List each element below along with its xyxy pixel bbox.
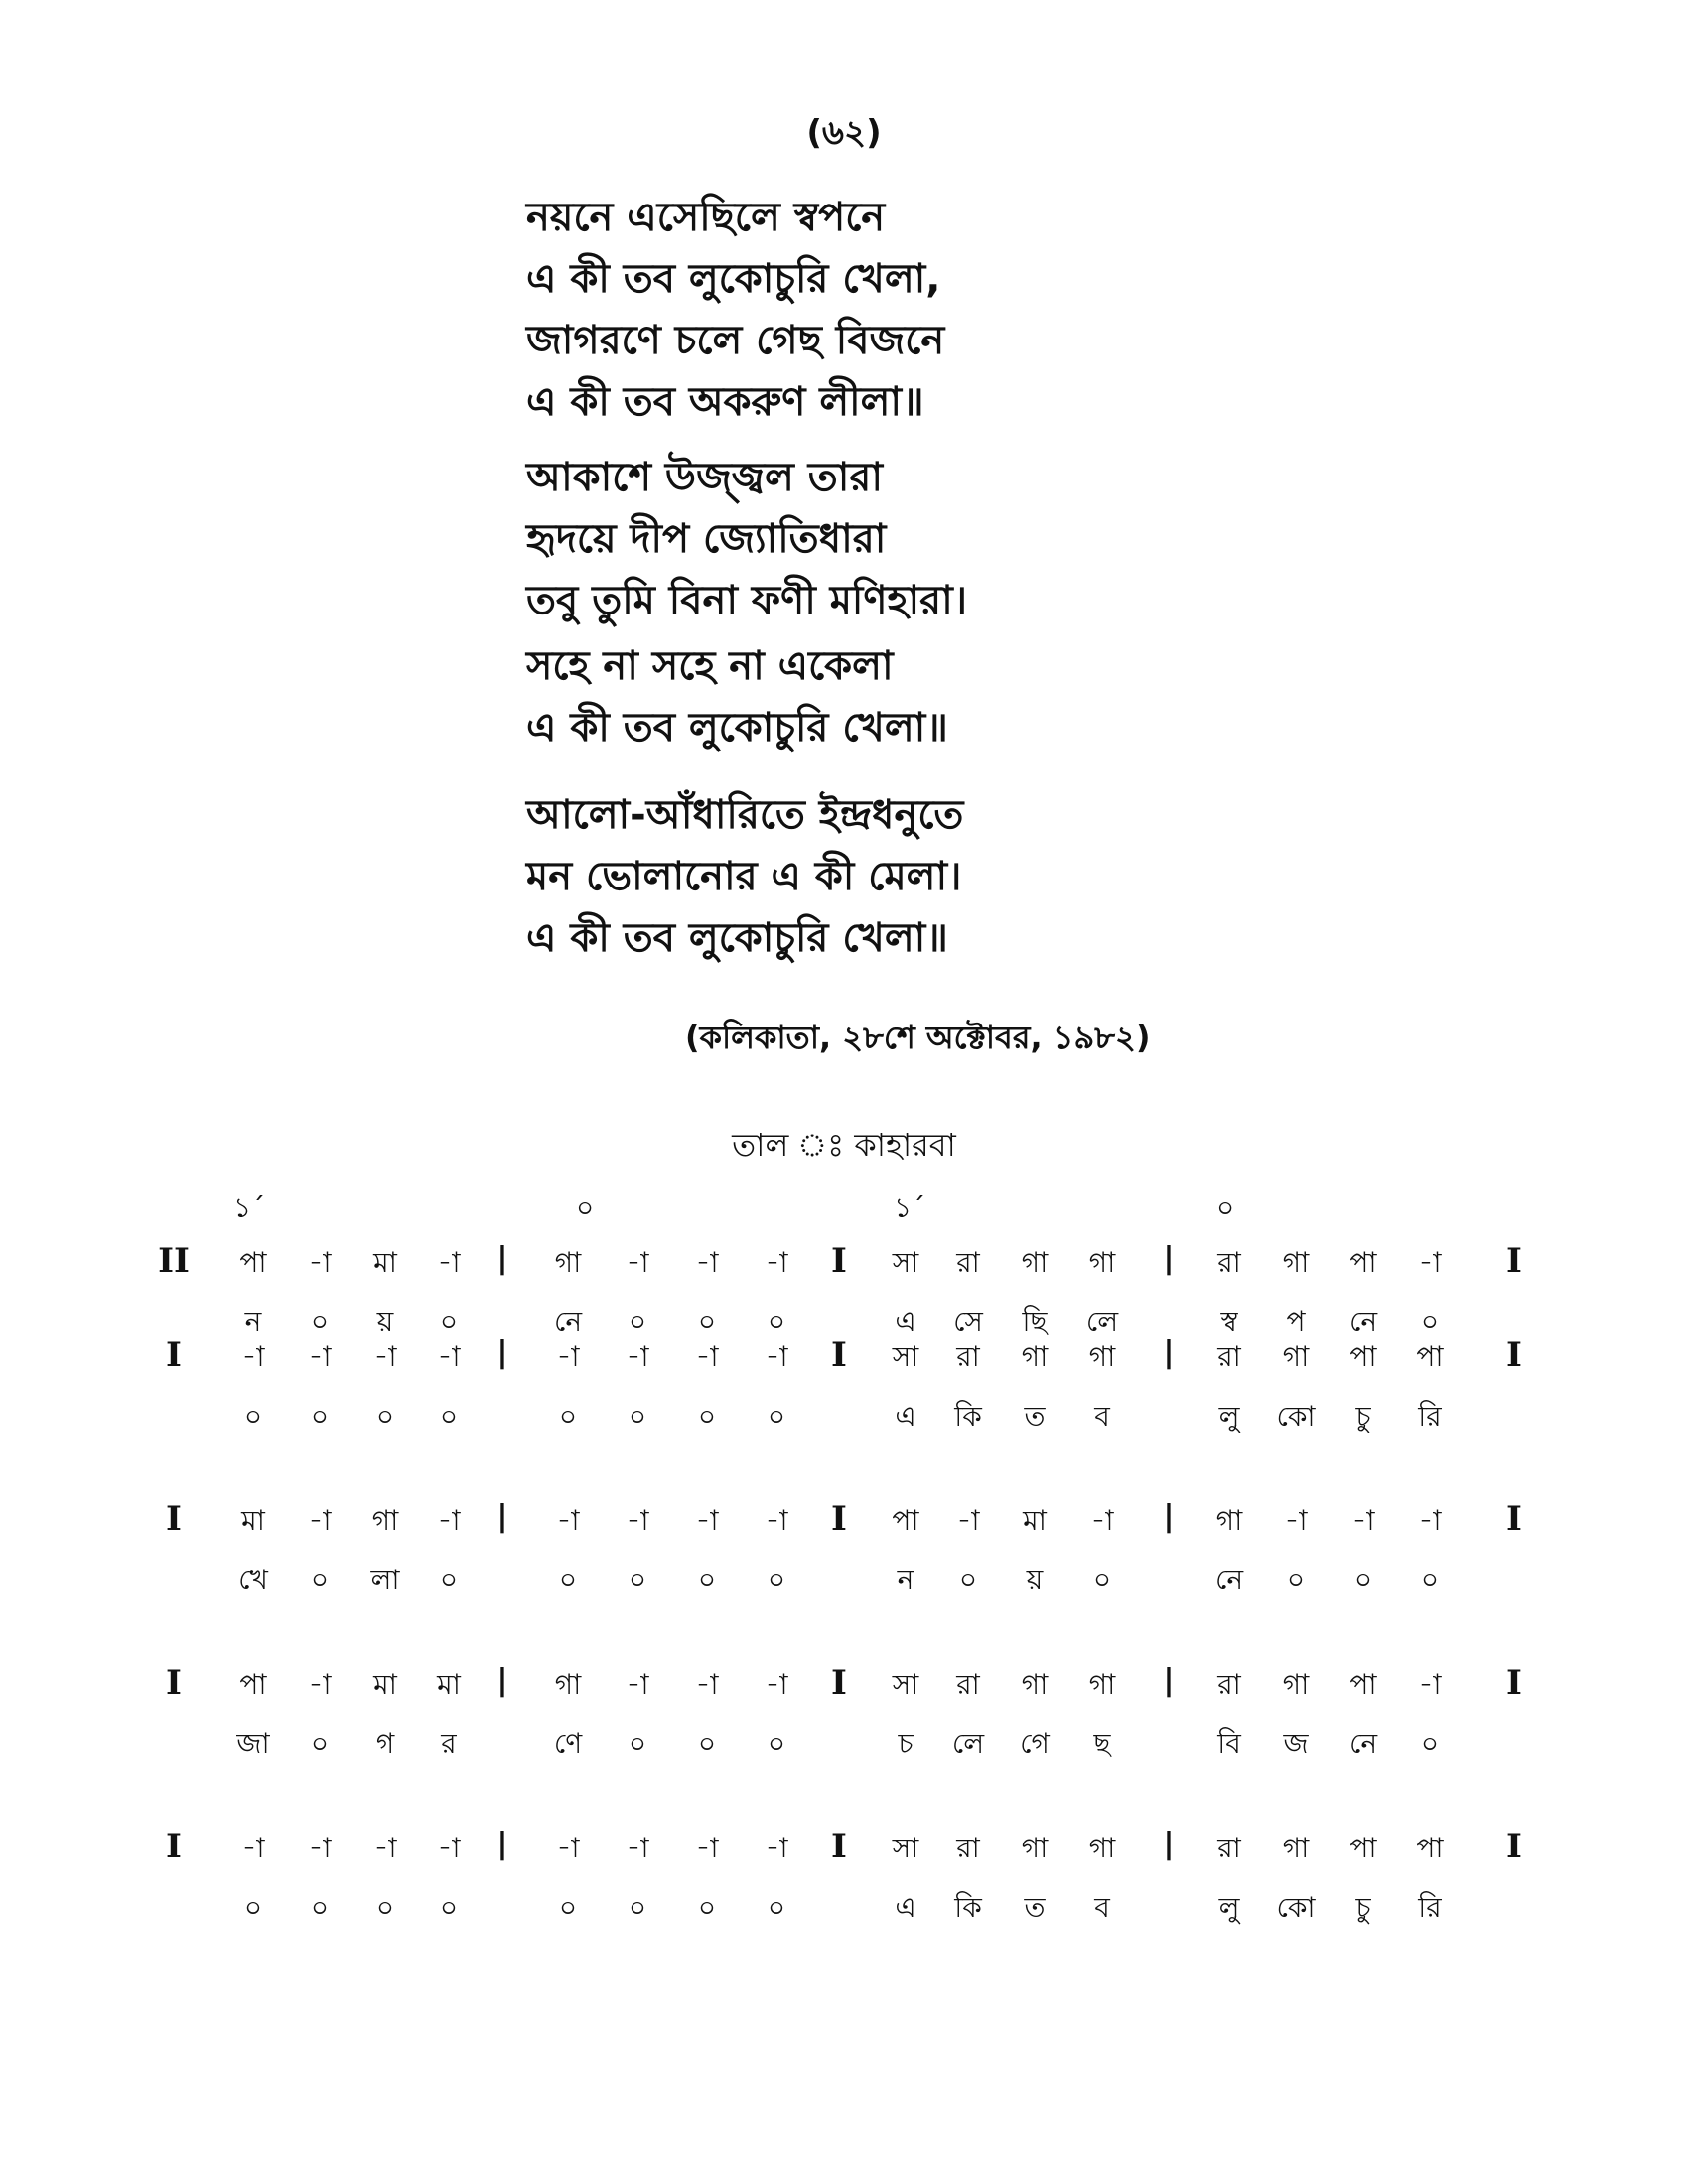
swara-row [0, 1325, 1688, 1385]
swara-note: গা [554, 1668, 582, 1701]
bar-line: | [1163, 1499, 1175, 1534]
lyric-syllable: ০ [697, 1400, 717, 1433]
lyric-syllable: লু [1218, 1891, 1240, 1924]
beat-marks [0, 1186, 1688, 1226]
swara-note: গা [1021, 1832, 1049, 1864]
swara-note: পা [1349, 1832, 1377, 1864]
lyric-syllable: য় [376, 1305, 394, 1338]
lyric-syllable: জ [1283, 1727, 1309, 1760]
lyric-syllable: রি [1418, 1400, 1442, 1433]
swara-note: রা [956, 1246, 980, 1279]
lyric-syllable: ০ [1420, 1564, 1440, 1596]
lyric-syllable-row [0, 1549, 1688, 1608]
lyric-syllable: ০ [628, 1727, 647, 1760]
swara-note: -া [626, 1504, 649, 1537]
lyric-line: এ কী তব অকরুণ লীলা॥ [526, 379, 924, 425]
lyric-syllable: ছি [1022, 1305, 1048, 1338]
swara-note: রা [956, 1668, 980, 1701]
lyric-syllable: ০ [310, 1564, 330, 1596]
lyric-syllable: প [1286, 1305, 1306, 1338]
lyric-syllable: ত [1024, 1891, 1046, 1924]
stanza-4 [526, 784, 963, 969]
swara-note: পা [1416, 1832, 1444, 1864]
lyric-syllable: ০ [439, 1400, 459, 1433]
lyric-syllable: এ [895, 1305, 916, 1338]
swara-note: -া [765, 1504, 788, 1537]
bar-line: I [831, 1663, 847, 1703]
swara-note: -া [373, 1340, 397, 1373]
swara-note: পা [1349, 1668, 1377, 1701]
lyric-line: তবু তুমি বিনা ফণী মণিহারা। [526, 578, 968, 623]
swara-note: গা [1021, 1340, 1049, 1373]
lyric-syllable: ন [244, 1305, 262, 1338]
lyric-syllable: স্ব [1220, 1305, 1238, 1338]
swara-note: রা [1217, 1668, 1241, 1701]
swara-note: -া [437, 1246, 461, 1279]
lyric-syllable: ০ [243, 1400, 263, 1433]
bar-line: | [496, 1499, 508, 1534]
lyric-syllable: ০ [767, 1400, 786, 1433]
lyric-syllable: কো [1276, 1891, 1316, 1924]
lyric-syllable: ০ [1420, 1727, 1440, 1760]
swara-note: -া [765, 1668, 788, 1701]
bar-line: I [831, 1241, 847, 1281]
bar-line: I [831, 1827, 847, 1866]
lyric-syllable: ০ [439, 1305, 459, 1338]
lyric-syllable: ০ [310, 1305, 330, 1338]
swara-note: রা [956, 1340, 980, 1373]
swara-note: গা [371, 1504, 399, 1537]
lyric-line: এ কী তব লুকোচুরি খেলা, [526, 256, 941, 302]
lyric-syllable: লা [370, 1564, 400, 1596]
swara-note: গা [1088, 1246, 1116, 1279]
swara-note: -া [695, 1246, 719, 1279]
lyric-syllable: লে [951, 1727, 985, 1760]
bar-line: I [1506, 1335, 1522, 1375]
lyric-line: এ কী তব লুকোচুরি খেলা॥ [526, 705, 948, 751]
bar-line: I [166, 1499, 182, 1539]
bar-line: IІ [158, 1241, 190, 1281]
swara-note: -া [626, 1340, 649, 1373]
swara-note: -া [695, 1668, 719, 1701]
swara-note: গা [1021, 1246, 1049, 1279]
bar-line: | [496, 1663, 508, 1698]
swara-note: মা [373, 1246, 397, 1279]
lyric-syllable: ০ [767, 1305, 786, 1338]
lyric-syllable: ত [1024, 1400, 1046, 1433]
swara-note: মা [1023, 1504, 1047, 1537]
lyric-syllable: ০ [958, 1564, 978, 1596]
lyric-syllable: ব [1094, 1400, 1110, 1433]
lyric-syllable: চু [1355, 1891, 1371, 1924]
swara-note: -া [308, 1246, 332, 1279]
swara-note: -া [956, 1504, 980, 1537]
bar-line: I [1506, 1241, 1522, 1281]
swara-note: মা [241, 1504, 265, 1537]
swara-note: -া [437, 1340, 461, 1373]
swara-note: -া [626, 1832, 649, 1864]
swara-note: -া [1284, 1504, 1308, 1537]
swara-note: রা [1217, 1246, 1241, 1279]
swara-note: -া [373, 1832, 397, 1864]
lyric-syllable: রি [1418, 1891, 1442, 1924]
lyric-syllable: ০ [439, 1891, 459, 1924]
swara-note: গা [1215, 1504, 1243, 1537]
bar-line: I [166, 1827, 182, 1866]
notation-block [0, 1653, 1688, 1772]
lyric-syllable: ০ [697, 1891, 717, 1924]
swara-note: -া [695, 1340, 719, 1373]
lyric-syllable: ০ [310, 1400, 330, 1433]
lyric-syllable: ০ [1353, 1564, 1373, 1596]
swara-note: -া [241, 1340, 265, 1373]
swara-note: -া [765, 1246, 788, 1279]
lyric-line: জাগরণে চলে গেছ বিজনে [526, 318, 945, 363]
lyric-syllable-row [0, 1712, 1688, 1772]
notation-table [0, 1231, 1688, 1936]
bar-line: I [1506, 1827, 1522, 1866]
swara-note: -া [556, 1504, 580, 1537]
lyric-syllable: র [441, 1727, 457, 1760]
lyric-syllable: ০ [310, 1891, 330, 1924]
notation-block [0, 1817, 1688, 1936]
lyric-syllable: গ [375, 1727, 395, 1760]
lyric-line: আকাশে উজ্জ্বল তারা [526, 455, 883, 500]
swara-note: গা [1088, 1668, 1116, 1701]
lyric-syllable: ০ [767, 1727, 786, 1760]
swara-note: সা [892, 1832, 919, 1864]
lyric-syllable: ণে [553, 1727, 583, 1760]
swara-row [0, 1817, 1688, 1876]
swara-note: রা [1217, 1832, 1241, 1864]
lyric-syllable: লে [1085, 1305, 1119, 1338]
lyric-syllable: ০ [375, 1400, 395, 1433]
bar-line: | [496, 1827, 508, 1861]
lyric-syllable: ০ [310, 1727, 330, 1760]
swara-note: গা [1282, 1668, 1310, 1701]
lyric-syllable: ০ [767, 1891, 786, 1924]
bar-line: | [1163, 1827, 1175, 1861]
lyric-syllable: কো [1276, 1400, 1316, 1433]
lyric-syllable: ০ [558, 1400, 578, 1433]
swara-note: -া [308, 1832, 332, 1864]
swara-note: -া [695, 1832, 719, 1864]
swara-note: -া [308, 1668, 332, 1701]
lyric-syllable-row [0, 1876, 1688, 1936]
lyric-syllable: এ [895, 1891, 916, 1924]
lyric-syllable: ০ [767, 1564, 786, 1596]
stanza-2 [526, 447, 967, 631]
swara-note: -া [626, 1246, 649, 1279]
lyric-syllable: নে [1348, 1305, 1378, 1338]
page-number: (৬২) [806, 113, 882, 153]
lyric-syllable: ০ [558, 1891, 578, 1924]
swara-note: -া [308, 1340, 332, 1373]
lyric-syllable: ০ [243, 1891, 263, 1924]
beat-mark: ১´ [894, 1191, 926, 1224]
lyric-syllable: কি [954, 1400, 982, 1433]
swara-note: সা [892, 1340, 919, 1373]
lyric-syllable: ০ [697, 1564, 717, 1596]
stanza-1 [526, 187, 944, 433]
swara-note: -া [241, 1832, 265, 1864]
bar-line: | [1163, 1663, 1175, 1698]
swara-note: -া [556, 1832, 580, 1864]
lyric-syllable: ০ [628, 1891, 647, 1924]
lyric-line: এ কী তব লুকোচুরি খেলা॥ [526, 915, 948, 961]
lyric-syllable: ০ [375, 1891, 395, 1924]
lyric-syllable: য় [1026, 1564, 1044, 1596]
swara-note: পা [1416, 1340, 1444, 1373]
lyric-syllable: চ [898, 1727, 914, 1760]
lyric-syllable: চু [1355, 1400, 1371, 1433]
swara-note: গা [1088, 1832, 1116, 1864]
swara-note: রা [956, 1832, 980, 1864]
lyric-syllable: নে [1348, 1727, 1378, 1760]
lyric-syllable: ০ [558, 1564, 578, 1596]
swara-note: -া [765, 1340, 788, 1373]
swara-row [0, 1231, 1688, 1291]
beat-mark: ০ [576, 1191, 595, 1224]
lyric-syllable: ০ [1420, 1305, 1440, 1338]
swara-note: গা [1021, 1668, 1049, 1701]
bar-line: I [1506, 1499, 1522, 1539]
swara-note: পা [239, 1668, 267, 1701]
lyric-syllable: ০ [628, 1305, 647, 1338]
swara-note: -া [626, 1668, 649, 1701]
swara-row [0, 1653, 1688, 1712]
bar-line: I [166, 1335, 182, 1375]
lyric-syllable: সে [953, 1305, 983, 1338]
swara-note: -া [556, 1340, 580, 1373]
swara-note: গা [1282, 1340, 1310, 1373]
swara-note: পা [1349, 1246, 1377, 1279]
swara-note: মা [437, 1668, 461, 1701]
swara-note: -া [1351, 1504, 1375, 1537]
lyric-syllable: গে [1020, 1727, 1050, 1760]
swara-note: -া [1418, 1246, 1442, 1279]
lyric-syllable: ০ [1092, 1564, 1112, 1596]
swara-note: -া [1090, 1504, 1114, 1537]
lyric-syllable: ব [1094, 1891, 1110, 1924]
lyric-syllable: কি [954, 1891, 982, 1924]
lyric-syllable: বি [1217, 1727, 1241, 1760]
bar-line: I [831, 1499, 847, 1539]
bar-line: | [1163, 1241, 1175, 1276]
bar-line: I [166, 1663, 182, 1703]
lyric-line: আলো-আঁধারিতে ইন্দ্রধনুতে [526, 792, 964, 838]
swara-note: -া [1418, 1504, 1442, 1537]
swara-note: সা [892, 1668, 919, 1701]
lyric-syllable: জা [236, 1727, 270, 1760]
lyric-syllable: নে [553, 1305, 583, 1338]
lyric-syllable: ০ [628, 1564, 647, 1596]
bar-line: I [1506, 1663, 1522, 1703]
lyric-syllable: লু [1218, 1400, 1240, 1433]
bar-line: | [496, 1241, 508, 1276]
notation-block [0, 1489, 1688, 1608]
bar-line: I [831, 1335, 847, 1375]
lyric-syllable: এ [895, 1400, 916, 1433]
swara-note: মা [373, 1668, 397, 1701]
lyric-syllable: ০ [628, 1400, 647, 1433]
lyric-syllable: ন [897, 1564, 914, 1596]
notation-block [0, 1325, 1688, 1444]
lyric-syllable: ছ [1093, 1727, 1111, 1760]
swara-note: -া [437, 1832, 461, 1864]
bar-line: | [496, 1335, 508, 1370]
lyric-syllable: নে [1214, 1564, 1244, 1596]
swara-note: পা [1349, 1340, 1377, 1373]
bar-line: | [1163, 1335, 1175, 1370]
lyric-syllable: ০ [697, 1727, 717, 1760]
lyric-line: হৃদয়ে দীপ জ্যোতিধারা [526, 516, 887, 562]
swara-note: গা [554, 1246, 582, 1279]
lyric-syllable: ০ [1286, 1564, 1306, 1596]
lyric-syllable: ০ [439, 1564, 459, 1596]
swara-note: গা [1088, 1340, 1116, 1373]
swara-note: -া [308, 1504, 332, 1537]
swara-note: -া [437, 1504, 461, 1537]
dateline: (কলিকাতা, ২৮শে অক্টোবর, ১৯৮২) [685, 1019, 1151, 1056]
swara-note: সা [892, 1246, 919, 1279]
swara-note: রা [1217, 1340, 1241, 1373]
stanza-3 [526, 635, 948, 758]
tala-label: তাল ঃ কাহারবা [732, 1126, 956, 1163]
swara-note: পা [892, 1504, 919, 1537]
swara-note: -া [1418, 1668, 1442, 1701]
beat-mark: ১´ [233, 1191, 266, 1224]
swara-note: গা [1282, 1832, 1310, 1864]
swara-note: গা [1282, 1246, 1310, 1279]
swara-note: -া [695, 1504, 719, 1537]
lyric-syllable: ০ [697, 1305, 717, 1338]
lyric-syllable: খে [238, 1564, 268, 1596]
swara-note: -া [765, 1832, 788, 1864]
lyric-line: সহে না সহে না একেলা [526, 643, 894, 689]
lyric-syllable-row [0, 1385, 1688, 1444]
beat-mark: ০ [1216, 1191, 1235, 1224]
swara-note: পা [239, 1246, 267, 1279]
lyric-line: নয়নে এসেছিলে স্বপনে [526, 195, 886, 240]
lyric-line: মন ভোলানোর এ কী মেলা। [526, 854, 962, 899]
swara-row [0, 1489, 1688, 1549]
